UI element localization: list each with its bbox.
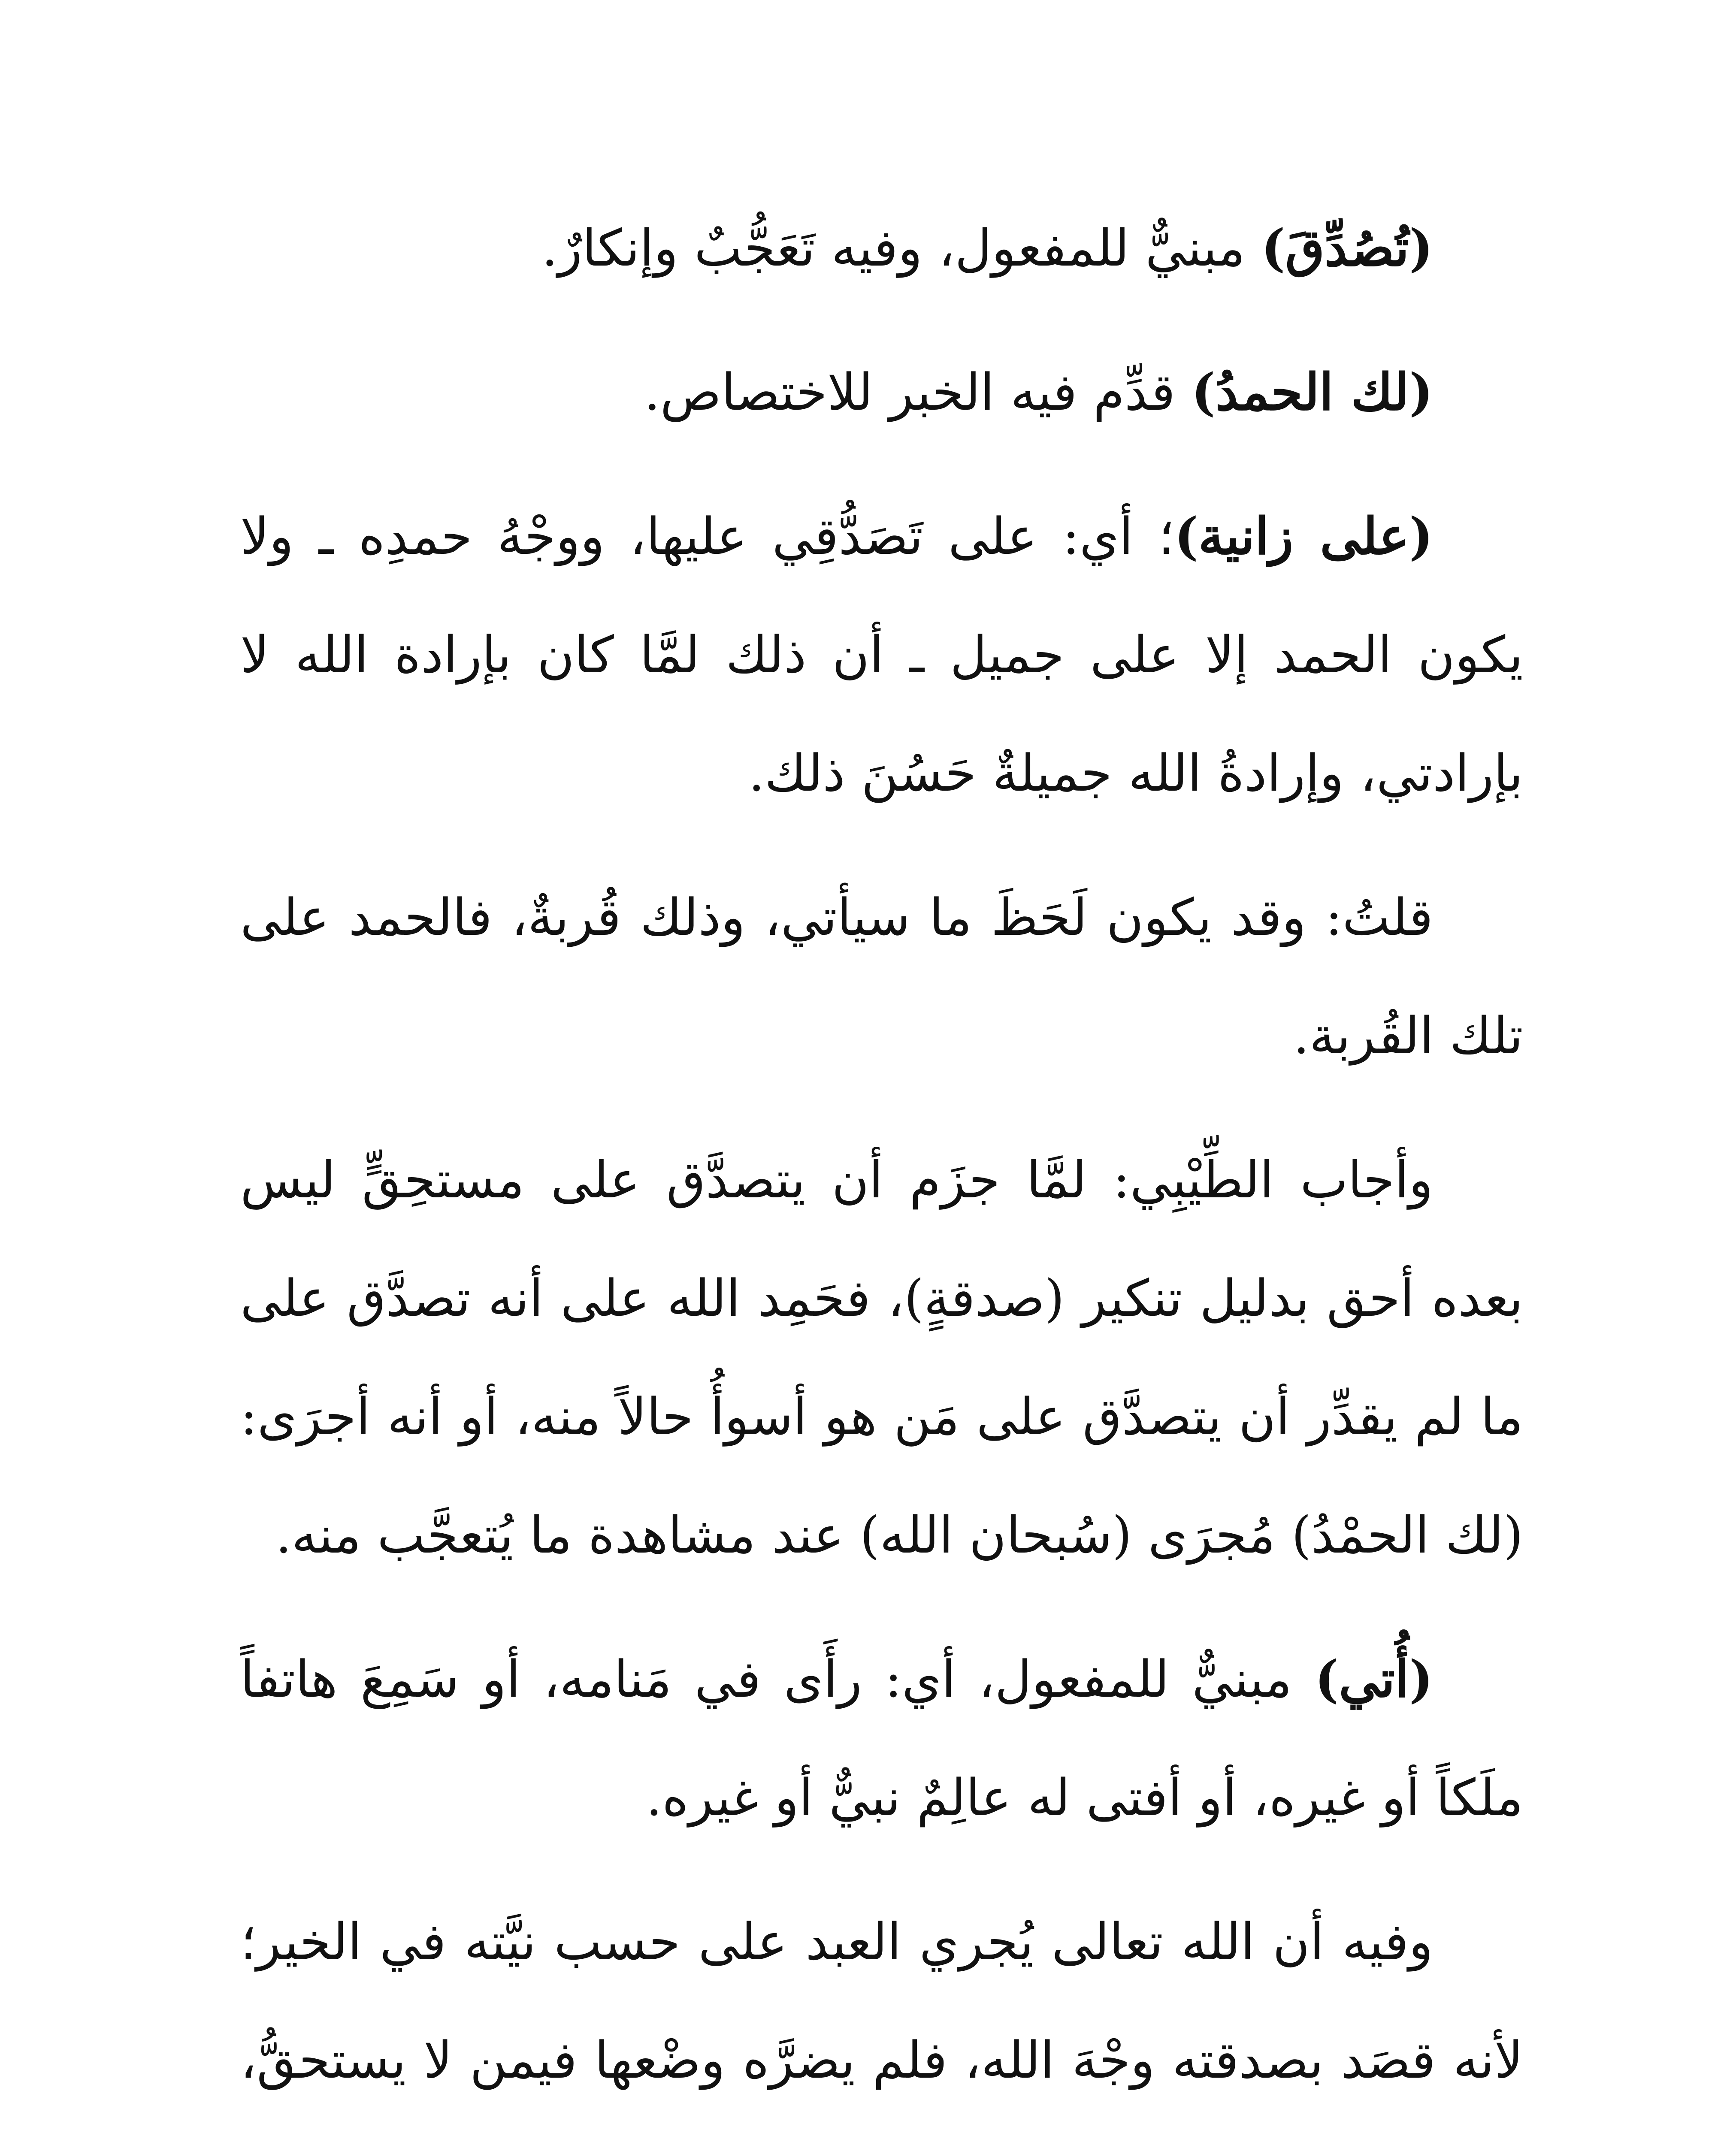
paragraph-4 <box>240 858 1523 1095</box>
paragraph-3-lead: (على زانية) <box>1174 506 1433 566</box>
paragraph-2-lead: (لك الحمدُ) <box>1191 362 1433 422</box>
paragraph-4-text: قلتُ: وقد يكون لَحَظَ ما سيأتي، وذلك قُربةٌ، فالحمد على تلك القُربة. <box>240 888 1523 1065</box>
paragraph-7 <box>240 1882 1523 2145</box>
paragraph-1-text: مبنيٌّ للمفعول، وفيه تَعَجُّبٌ وإنكارٌ. <box>541 218 1261 278</box>
paragraph-6-lead: (أُتي) <box>1315 1649 1433 1709</box>
paragraph-2 <box>240 333 1523 451</box>
paragraph-1 <box>240 189 1523 307</box>
paragraph-3-text: ؛ أي: على تَصَدُّقِي عليها، ووجْهُ حمدِه ـ ولا يكون الحمد إلا على جميل ـ أن ذلك لمَّا كان بإرادة الله لا بإرادتي، وإرادةُ الله جميلةٌ حَسُنَ ذلك. <box>240 507 1523 803</box>
paragraph-5 <box>240 1121 1523 1594</box>
paragraph-6-text: مبنيٌّ للمفعول، أي: رأَى في مَنامه، أو سَمِعَ هاتفاً ملَكاً أو غيره، أو أفتى له عالِمٌ نبيٌّ أو غيره. <box>240 1650 1523 1827</box>
paragraph-3 <box>240 477 1523 832</box>
paragraph-7-text: وفيه أن الله تعالى يُجري العبد على حسب نيَّته في الخير؛ لأنه قصَد بصدقته وجْهَ الله، فلم يضرَّه وضْعها فيمن لا يستحقُّ، <box>240 1912 1523 2090</box>
paragraph-2-text: قدِّم فيه الخبر للاختصاص. <box>644 363 1192 422</box>
paragraph-1-lead: (تُصُدِّقَ) <box>1261 218 1433 278</box>
paragraph-5-text: وأجاب الطِّيْبِي: لمَّا جزَم أن يتصدَّق على مستحِقٍّ ليس بعده أحق بدليل تنكير (صدقةٍ)، فحَمِد الله على أنه تصدَّق على ما لم يقدِّر أن يتصدَّق على مَن هو أسوأُ حالاً منه، أو أنه أجرَى: (لك الحمْدُ) مُجرَى (سُبحان الله) عند مشاهدة ما يُتعجَّب منه. <box>240 1150 1523 1565</box>
paragraph-6 <box>240 1620 1523 1857</box>
body-text <box>240 189 1523 2145</box>
